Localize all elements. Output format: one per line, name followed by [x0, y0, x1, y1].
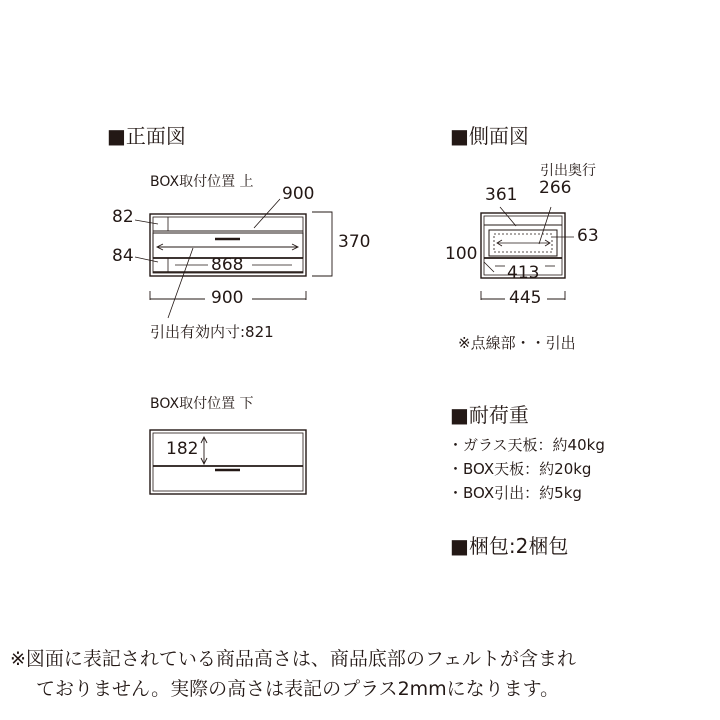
dim-63: 63 [577, 226, 599, 246]
load-capacity-heading: ■耐荷重 [450, 403, 529, 427]
footnote-line-2: ておりません。実際の高さは表記のプラス2mmになります。 [36, 678, 560, 700]
side-view-heading: ■側面図 [450, 124, 529, 148]
load-item: ・BOX天板：約20kg [448, 460, 592, 478]
dim-900-bottom: 900 [211, 288, 244, 308]
dim-868: 868 [211, 255, 244, 275]
box-lower-label: BOX取付位置 下 [150, 396, 254, 412]
dim-361: 361 [485, 185, 518, 205]
dim-82: 82 [112, 207, 134, 227]
inner-dimension-label: 引出有効内寸:821 [150, 323, 274, 341]
dim-84: 84 [112, 246, 134, 266]
dotted-line-note: ※点線部・・引出 [458, 334, 576, 352]
dim-900-top: 900 [282, 184, 315, 204]
drawer-depth-label: 引出奥行 [540, 163, 596, 179]
dim-413: 413 [507, 263, 540, 283]
box-upper-label: BOX取付位置 上 [150, 174, 254, 190]
packing-info: ■梱包:2梱包 [450, 534, 569, 558]
footnote-line-1: ※図面に表記されている商品高さは、商品底部のフェルトが含まれ [10, 648, 576, 670]
load-item: ・ガラス天板：約40kg [448, 436, 605, 454]
side-view-drawing [481, 207, 574, 300]
load-item: ・BOX引出：約5kg [448, 484, 582, 502]
dim-100: 100 [445, 244, 478, 264]
front-view-heading: ■正面図 [107, 124, 186, 148]
dim-445: 445 [509, 288, 542, 308]
dim-182: 182 [166, 439, 199, 459]
dim-266: 266 [539, 178, 572, 198]
dim-370: 370 [338, 232, 371, 252]
